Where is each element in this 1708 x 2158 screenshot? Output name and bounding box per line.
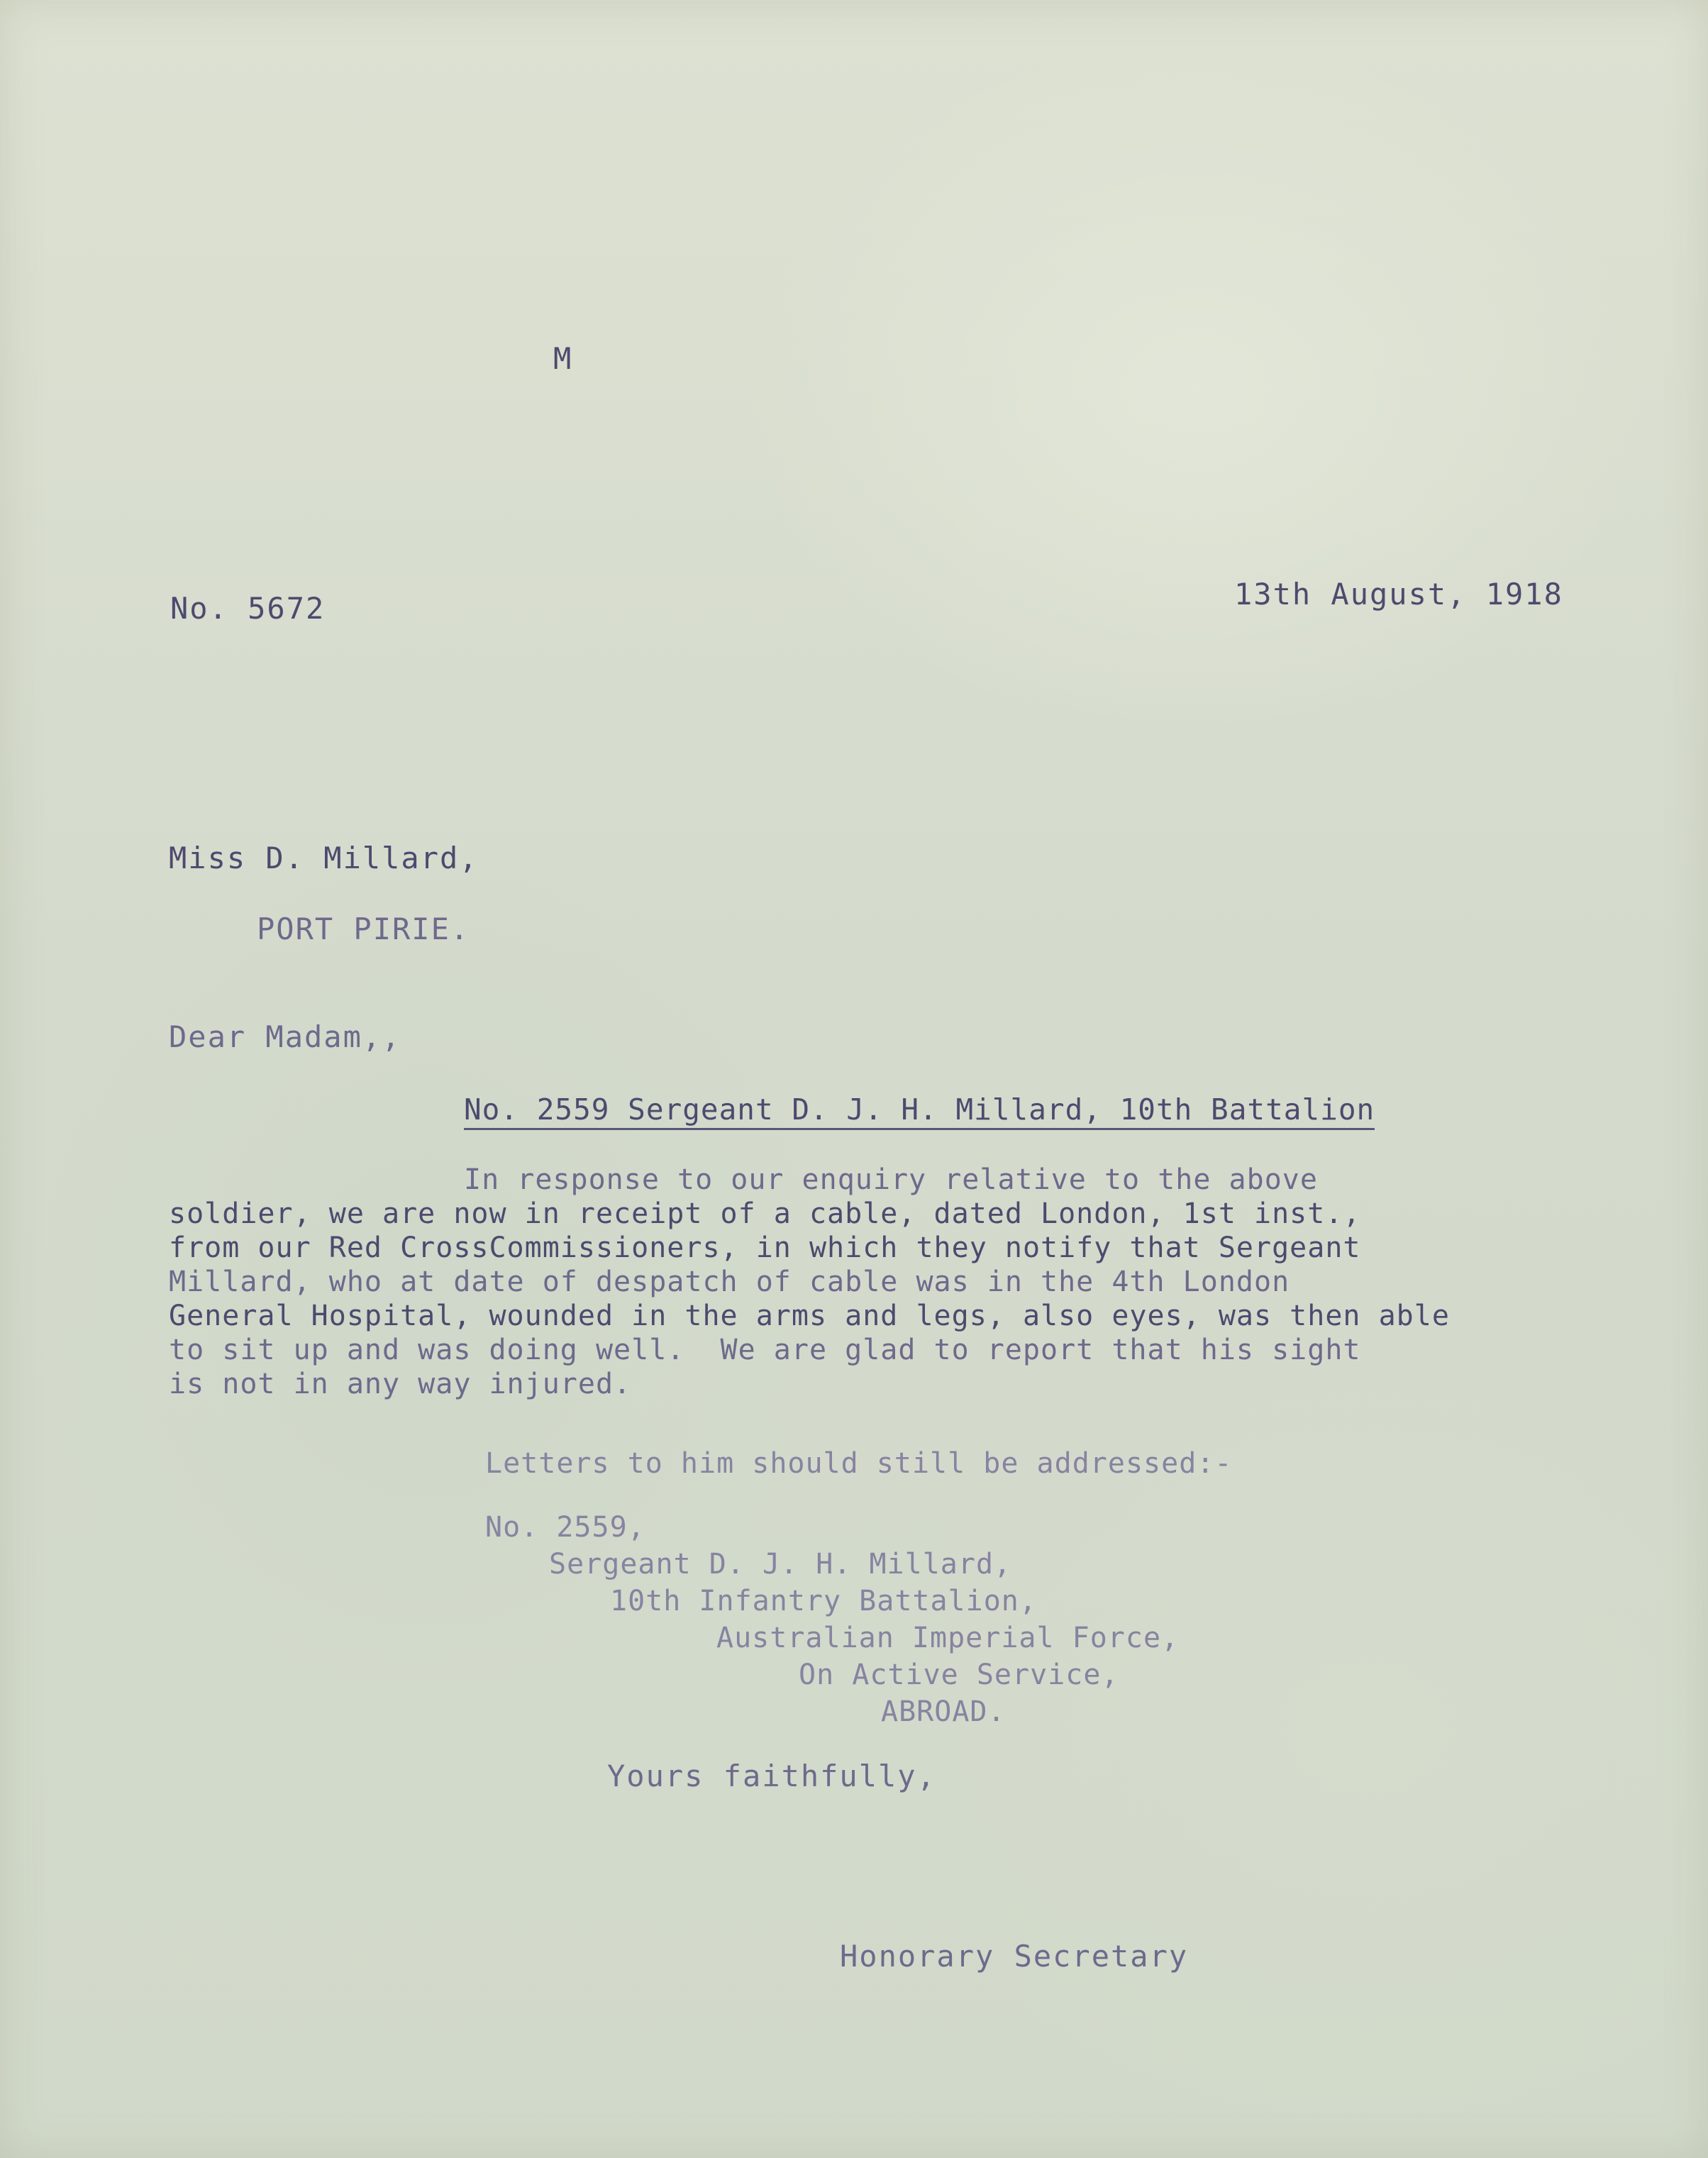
address-line: No. 2559, [485,1511,645,1544]
address-line: ABROAD. [881,1695,1006,1728]
body-line: is not in any way injured. [169,1368,632,1400]
closing: Yours faithfully, [607,1759,936,1793]
reference-number: No. 5672 [170,591,326,626]
subject-line: No. 2559 Sergeant D. J. H. Millard, 10th Battalion [464,1092,1375,1130]
address-line: On Active Service, [799,1659,1119,1691]
recipient-name: Miss D. Millard, [169,841,479,875]
address-line: Australian Imperial Force, [716,1622,1180,1654]
body-line: General Hospital, wounded in the arms and legs, also eyes, was then able [169,1300,1450,1332]
file-mark: M [553,341,573,376]
body-line: from our Red CrossCommissioners, in which they notify that Sergeant [169,1232,1361,1264]
address-line: Sergeant D. J. H. Millard, [549,1548,1012,1581]
salutation: Dear Madam,, [169,1019,401,1054]
body-line: to sit up and was doing well. We are glad to report that his sight [169,1334,1361,1366]
body-line: soldier, we are now in receipt of a cable, dated London, 1st inst., [169,1197,1361,1230]
body-line: In response to our enquiry relative to the above [464,1163,1318,1196]
letter-date: 13th August, 1918 [1234,577,1563,612]
address-intro: Letters to him should still be addressed:- [485,1447,1233,1480]
body-line: Millard, who at date of despatch of cable was in the 4th London [169,1266,1290,1298]
recipient-town: PORT PIRIE. [257,912,470,946]
signatory-title: Honorary Secretary [840,1939,1189,1974]
address-line: 10th Infantry Battalion, [610,1585,1037,1617]
